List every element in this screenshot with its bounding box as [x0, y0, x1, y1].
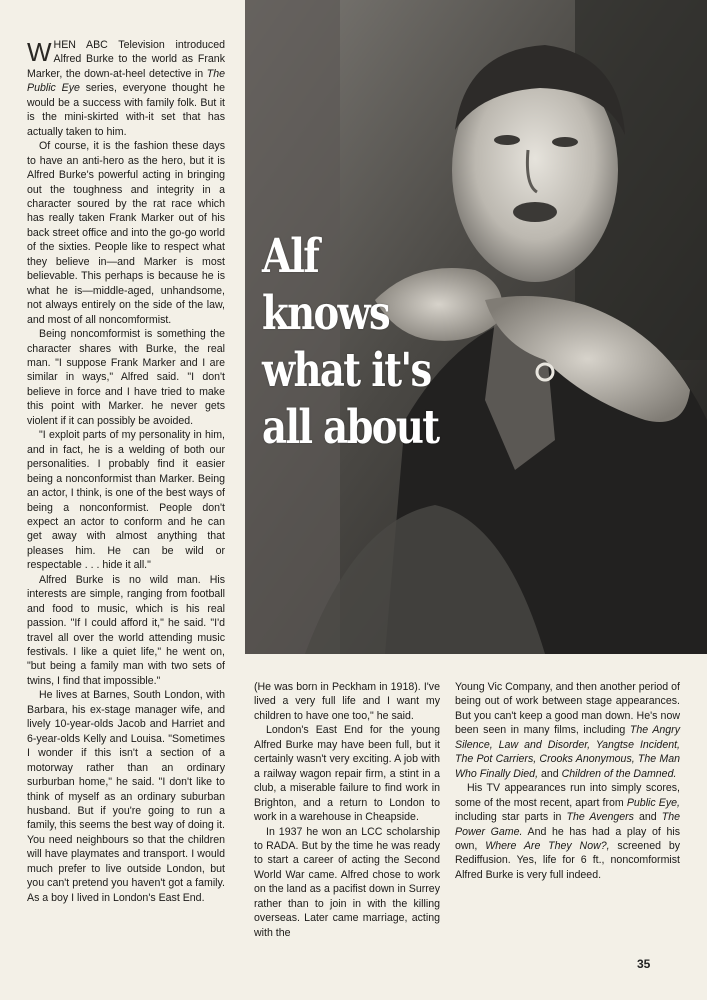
headline-line-4: all about — [262, 400, 439, 455]
page-number: 35 — [637, 957, 651, 971]
paragraph-11-text-e: screened by Rediffusion. Yes, life for 6 ft., noncomformist Alfred Burke is very full indeed. — [455, 839, 681, 881]
paragraph-11-text-b: including star parts in — [455, 811, 567, 824]
paragraph-8: London's East End for the young Alfred Burke may have been full, but it certainly wasn't very exciting. A job with a railway wagon repair firm, a stint in a club, a miserable failure to find work in Brighton, and a return to London to work in a warehouse in Cheapside. — [254, 724, 440, 824]
paragraph-9: In 1937 he won an LCC scholarship to RADA. But by the time he was ready to start a career of acting the Second World War came. Alfred chose to work on the land as a pacifist down in Surrey rather than to join in with the killing overseas. Later came marriage, acting with the — [254, 825, 440, 939]
paragraph-2: Of course, it is the fashion these days to have an anti-hero as the hero, but it is Alfred Burke's powerful acting in bringing out the toughness and integrity in a character soured by the rat race which has really taken Frank Marker out of his back street office and into the go-go world of the sixties. People like to respect what they believe in—and Marker is most believable. This perhaps is because he is what he is—middle-aged, unhandsome, not always entirely on the side of the law, and most of all noncomformist. — [27, 140, 225, 326]
paragraph-10-and: and — [538, 767, 562, 780]
play-title: Where Are They Now?, — [485, 839, 610, 852]
paragraph-1-end: series, everyone thought he would be a success with family folk. But it is the mini-skirted with-it set that has actually taken to him. — [27, 82, 225, 138]
film-last: Children of the Damned. — [561, 767, 677, 780]
headline-line-1: Alf — [262, 229, 319, 284]
paragraph-10 — [455, 680, 680, 781]
paragraph-11-text-d: And he has had a play of his own, — [455, 825, 680, 852]
paragraph-11-text-c: and — [633, 811, 662, 824]
paragraph-5: Alfred Burke is no wild man. His interests are simple, ranging from football and food to music, which is his real passion. "If I could afford it," he said. "I'd travel all over the world attending music festivals. I like a quiet life," he went on, "but being a family man with two sets of twins, I find that impossible." — [27, 573, 225, 687]
headline — [262, 228, 451, 456]
article-column-1 — [27, 38, 225, 905]
headline-line-3: what it's — [262, 343, 431, 398]
show-title-avengers: The Avengers — [566, 811, 634, 824]
show-title: The Public Eye — [27, 67, 225, 95]
paragraph-11 — [455, 781, 680, 882]
paragraph-10-text: Young Vic Company, and then another period of being out of work between stage appearances. But you can't keep a good man down. He's now been seen in many films, including — [455, 681, 680, 737]
article-column-3 — [455, 680, 680, 882]
paragraph-3: Being noncomformist is something the character shares with Burke, the real man. "I suppose Frank Marker and I are similar in ways," Alfred said. "I don't believe in force and I have tried to make this point with Marker. he never gets violent if it can possibly be avoided. — [27, 328, 225, 427]
paragraph-6: He lives at Barnes, South London, with Barbara, his ex-stage manager wife, and lively 10-year-olds Jacob and Harriet and 6-year-olds Kelly and Louisa. "Sometimes I wonder if this isn't a section of a motorway rather than an ordinary surburban home," he said. "I don't like to think of myself as an ordinary suburban husband. But if you're going to run a family, this seems the best way of doing it. You need neighbours so that the children will have playmates and transport. I would much prefer to live outside London, but you can't pretend you haven't got a family. As a boy I lived in London's East End. — [27, 689, 225, 904]
show-title-power-game: The Power Game. — [455, 811, 681, 838]
headline-line-2: knows — [262, 286, 390, 341]
paragraph-1 — [27, 38, 225, 139]
paragraph-1-text: HEN ABC Television introduced Alfred Burke to the world as Frank Marker, the down-at-heel detective in — [27, 39, 225, 80]
paragraph-4: "I exploit parts of my personality in him, and in fact, he is a welding of both our personalities. I probably find it easier being a nonconformist than Marker. Being an actor, I think, is one of the best ways of being a nonconformist. People don't expect an actor to conform and he can get away with almost anything that pleases him. He can be wild or respectable . . . hide it all." — [27, 429, 225, 572]
drop-cap: W — [27, 37, 52, 67]
paragraph-7: (He was born in Peckham in 1918). I've lived a very full life and I want my children to have one too," he said. — [254, 681, 440, 722]
article-column-2 — [254, 680, 440, 940]
film-list: The Angry Silence, Law and Disorder, Yangtse Incident, The Pot Carriers, Crooks Anonymous, The Man Who Finally Died, — [455, 724, 680, 780]
paragraph-11-text-a: His TV appearances run into simply scores, some of the most recent, apart from — [455, 782, 680, 809]
show-title-public-eye: Public Eye, — [626, 796, 680, 809]
